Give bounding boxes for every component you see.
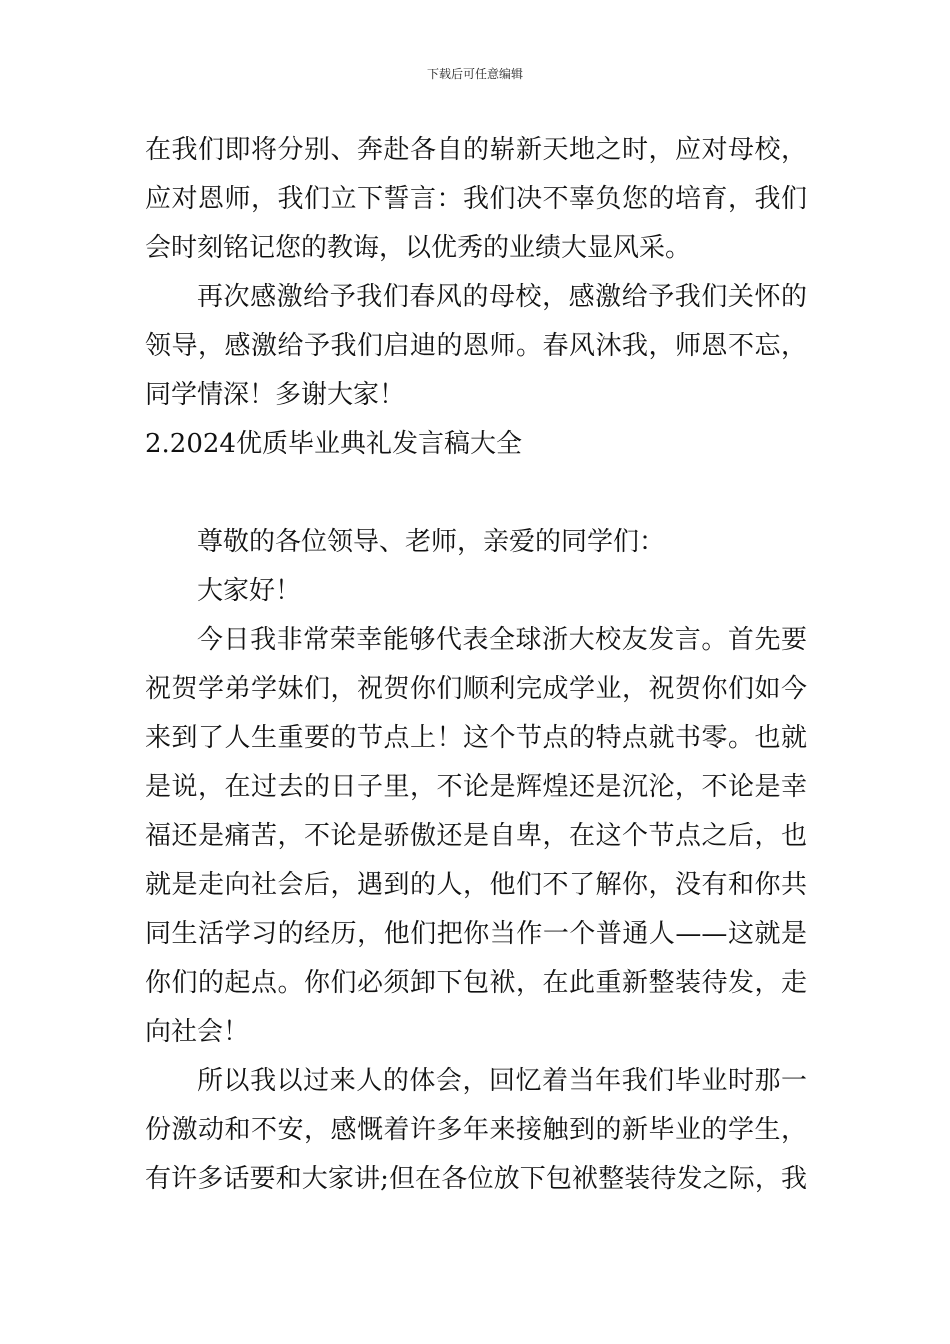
- text-line: 会时刻铭记您的教诲，以优秀的业绩大显风采。: [145, 233, 692, 263]
- paragraph: [145, 126, 807, 273]
- document-body: [145, 126, 807, 1204]
- text-line: 你们的起点。你们必须卸下包袱，在此重新整装待发，走: [145, 968, 807, 998]
- text-line: 是说，在过去的日子里，不论是辉煌还是沉沦，不论是幸: [145, 772, 807, 802]
- greeting: 大家好！: [197, 576, 302, 606]
- text-line: 所以我以过来人的体会，回忆着当年我们毕业时那一: [197, 1066, 807, 1096]
- text-line: 来到了人生重要的节点上！这个节点的特点就书零。也就: [145, 723, 807, 753]
- text-line: 有许多话要和大家讲;但在各位放下包袱整装待发之际，我: [145, 1164, 807, 1194]
- text-line: 祝贺学弟学妹们，祝贺你们顺利完成学业，祝贺你们如今: [145, 674, 807, 704]
- text-line: 再次感激给予我们春风的母校，感激给予我们关怀的: [197, 282, 807, 312]
- text-line: 份激动和不安，感慨着许多年来接触到的新毕业的学生，: [145, 1115, 807, 1145]
- text-line: 向社会！: [145, 1017, 250, 1047]
- text-line: 领导，感激给予我们启迪的恩师。春风沐我，师恩不忘，: [145, 331, 807, 361]
- section-title: 2.2024优质毕业典礼发言稿大全: [145, 429, 522, 459]
- text-line: 就是走向社会后，遇到的人，他们不了解你，没有和你共: [145, 870, 807, 900]
- spacer: [145, 469, 807, 518]
- paragraph: [145, 616, 807, 1057]
- text-line: 在我们即将分别、奔赴各自的崭新天地之时，应对母校，: [145, 135, 807, 165]
- text-line: 福还是痛苦，不论是骄傲还是自卑，在这个节点之后，也: [145, 821, 807, 851]
- text-line: 同生活学习的经历，他们把你当作一个普通人——这就是: [145, 919, 807, 949]
- paragraph: [145, 273, 807, 420]
- salutation: 尊敬的各位领导、老师，亲爱的同学们：: [197, 527, 666, 557]
- text-line: 今日我非常荣幸能够代表全球浙大校友发言。首先要: [197, 625, 807, 655]
- text-line: 同学情深！多谢大家！: [145, 380, 406, 410]
- page-header: 下载后可任意编辑: [426, 67, 523, 81]
- text-line: 应对恩师，我们立下誓言：我们决不辜负您的培育，我们: [145, 184, 807, 214]
- paragraph: [145, 1057, 807, 1204]
